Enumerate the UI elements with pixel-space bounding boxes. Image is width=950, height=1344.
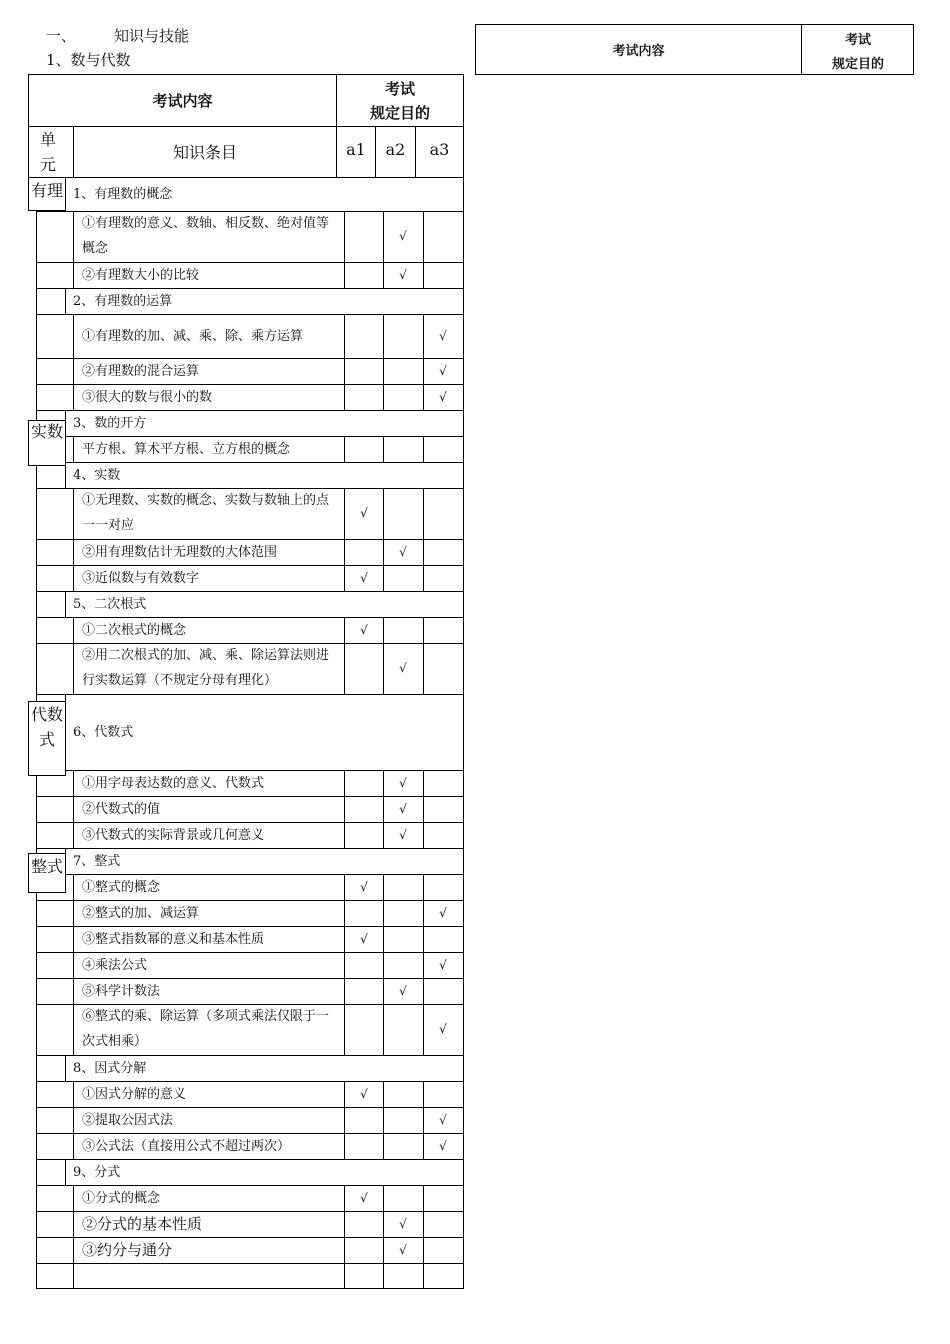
table-row-item: ③近似数与有效数字	[82, 570, 200, 586]
check-mark: √	[439, 957, 447, 972]
table-row-item: ①用字母表达数的意义、代数式	[82, 775, 265, 791]
table-row-item: ②用二次根式的加、减、乘、除运算法则进行实数运算（不规定分母有理化）	[82, 648, 330, 688]
group-title: 4、实数	[73, 467, 121, 483]
table-header	[28, 74, 464, 178]
part-title: 知识与技能	[114, 27, 190, 45]
table-row-item: ①无理数、实数的概念、实数与数轴上的点一一对应	[82, 493, 330, 533]
group-title: 7、整式	[73, 853, 121, 869]
check-mark: √	[399, 229, 407, 243]
check-mark: √	[399, 827, 407, 842]
check-mark: √	[399, 1242, 407, 1257]
group-title: 6、代数式	[73, 724, 134, 740]
check-mark: √	[439, 905, 447, 920]
check-mark: √	[360, 570, 368, 585]
check-mark: √	[439, 328, 447, 343]
a3-header: a3	[429, 140, 450, 159]
table-row-item: ②用有理数估计无理数的大体范围	[82, 544, 278, 560]
section-title: 1、数与代数	[46, 51, 131, 69]
table-row-item: ③整式指数幂的意义和基本性质	[82, 931, 265, 947]
table-row-item: ③约分与通分	[82, 1240, 173, 1259]
check-mark: √	[360, 1190, 368, 1205]
table-row-item: ①有理数的意义、数轴、相反数、绝对值等概念	[82, 216, 330, 256]
check-mark: √	[439, 1112, 447, 1127]
check-mark: √	[360, 622, 368, 637]
a1-header: a1	[346, 140, 366, 159]
check-mark: √	[399, 801, 407, 816]
table-row-item: ②有理数大小的比较	[82, 267, 200, 283]
check-mark: √	[439, 363, 447, 378]
table-row-item: ③公式法（直接用公式不超过两次）	[82, 1138, 291, 1154]
content-header: 考试内容	[152, 92, 213, 110]
part-number: 一、	[46, 27, 77, 45]
table-row-item: ①因式分解的意义	[82, 1086, 187, 1102]
check-mark: √	[360, 879, 368, 894]
table-row-item: ①二次根式的概念	[82, 622, 187, 638]
unit-label-rational: 有理	[28, 177, 66, 211]
check-mark: √	[399, 661, 407, 675]
right-content-header: 考试内容	[612, 44, 665, 59]
check-mark: √	[399, 983, 407, 998]
group-title: 3、数的开方	[73, 415, 147, 431]
group-title: 8、因式分解	[73, 1060, 147, 1076]
check-mark: √	[439, 1022, 447, 1036]
group-title: 5、二次根式	[73, 596, 147, 612]
table-row-item: ③很大的数与很小的数	[82, 389, 213, 405]
table-row-item: ①分式的概念	[82, 1190, 161, 1206]
unit-label-real: 实数	[28, 420, 66, 466]
group-title: 9、分式	[73, 1164, 121, 1180]
table-row-item: ②提取公因式法	[82, 1112, 174, 1128]
right-header-table	[475, 24, 914, 75]
unit-label-polynomial: 整式	[28, 853, 66, 893]
check-mark: √	[360, 1086, 368, 1101]
check-mark: √	[360, 931, 368, 946]
table-row-item: ②有理数的混合运算	[82, 363, 200, 379]
table-row-item: ②整式的加、减运算	[82, 905, 200, 921]
check-mark: √	[439, 389, 447, 404]
unit-label-algebraic: 代数式	[28, 701, 66, 776]
table-row-item: ①有理数的加、减、乘、除、乘方运算	[82, 328, 304, 344]
table-row-item: ④乘法公式	[82, 957, 148, 973]
group-title: 1、有理数的概念	[73, 186, 173, 202]
group-title: 2、有理数的运算	[73, 293, 173, 309]
table-row-item: ⑤科学计数法	[82, 983, 161, 999]
table-row-item: 平方根、算术平方根、立方根的概念	[82, 441, 291, 457]
check-mark: √	[399, 775, 407, 790]
right-purpose-line2: 规定目的	[831, 57, 884, 72]
purpose-header-line2: 规定目的	[369, 104, 430, 122]
check-mark: √	[360, 506, 368, 520]
table-row-item: ②代数式的值	[82, 801, 161, 817]
check-mark: √	[399, 544, 407, 559]
unit-header: 单元	[39, 130, 56, 174]
a2-header: a2	[385, 140, 406, 159]
item-header: 知识条目	[172, 143, 237, 162]
table-row-item: ②分式的基本性质	[82, 1214, 203, 1233]
check-mark: √	[399, 1216, 407, 1231]
table-row-item: ③代数式的实际背景或几何意义	[82, 827, 265, 843]
table-row-item: ⑥整式的乘、除运算（多项式乘法仅限于一次式相乘）	[82, 1009, 330, 1049]
table-row-item: ①整式的概念	[82, 879, 161, 895]
purpose-header-line1: 考试	[384, 80, 415, 98]
check-mark: √	[399, 267, 407, 282]
right-purpose-line1: 考试	[844, 33, 871, 48]
check-mark: √	[439, 1138, 447, 1153]
